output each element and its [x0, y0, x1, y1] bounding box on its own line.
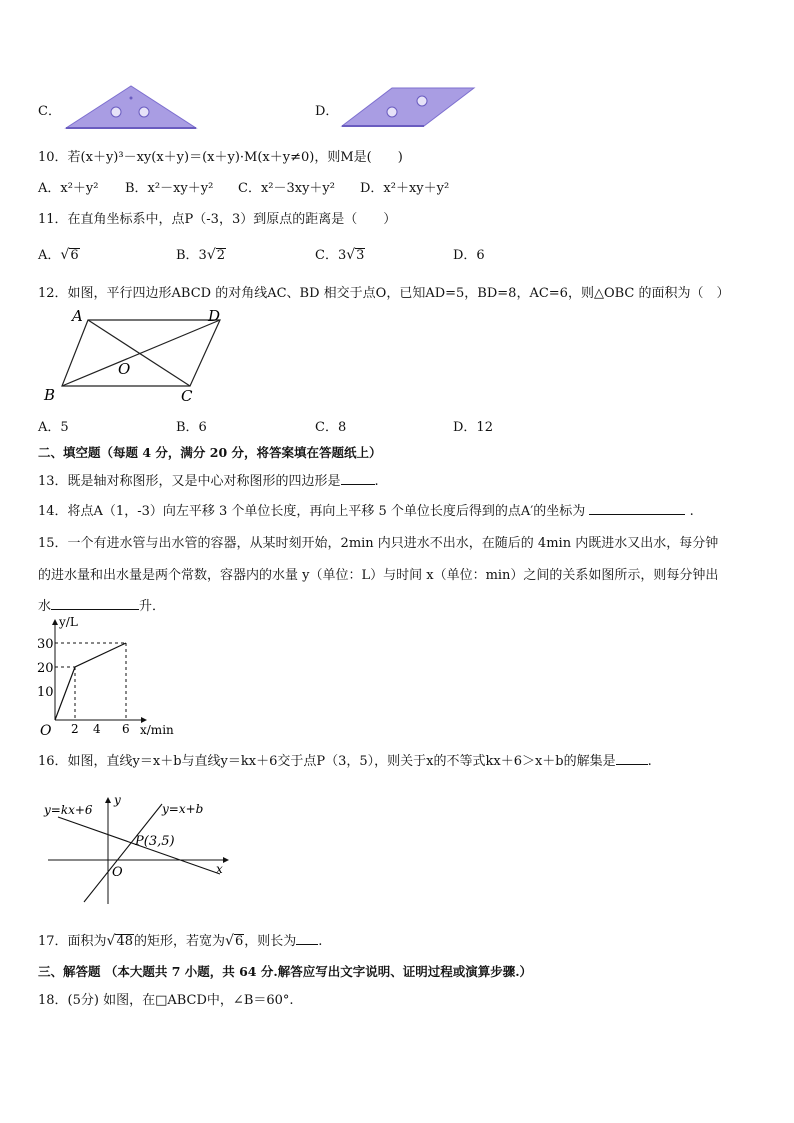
q12-parallelogram-figure [36, 302, 236, 404]
q10-option-b: B．x²－xy＋y² [125, 181, 214, 196]
q15-line-3-end: 升． [139, 599, 166, 614]
q17-radicand-6: 6 [234, 934, 244, 949]
q15-volume-line [55, 643, 126, 720]
q11-option-d: D．6 [453, 248, 485, 263]
q11-option-c: C．3√3 [315, 247, 365, 263]
q15-y-tick-20: 20 [37, 661, 54, 676]
q9-option-c-label: C． [38, 104, 61, 119]
section-2-heading: 二、填空题（每题 4 分，满分 20 分，将答案填在答题纸上） [38, 445, 382, 460]
q10-option-a: A．x²＋y² [38, 181, 99, 196]
q16-line-1-label: y=kx+6 [44, 803, 93, 817]
q15-line-3 [38, 595, 165, 614]
q12-vertex-b: B [44, 386, 56, 404]
q11-option-b-label: B．3 [176, 248, 207, 263]
q17-answer-blank[interactable] [296, 932, 318, 945]
q16-point-p-label: P(3,5) [135, 834, 175, 849]
q9-option-c-triangle-ruler [64, 84, 199, 130]
q16-stem: 16．如图，直线y＝x＋b与直线y＝kx＋6交于点P（3，5），则关于x的不等式kx＋6＞x＋b的解集是 [38, 754, 616, 769]
q12-center-o: O [118, 360, 131, 378]
q10-stem: 10．若(x＋y)³－xy(x＋y)＝(x＋y)·M(x＋y≠0)，则M是( ) [38, 150, 403, 165]
q15-x-axis-label: x/min [140, 723, 174, 737]
q12-option-b: B．6 [176, 420, 207, 435]
q16-lines-graph [40, 790, 240, 908]
q16-x-label: x [216, 862, 223, 876]
q15-answer-blank[interactable] [51, 597, 139, 610]
q12-vertex-d: D [208, 307, 221, 325]
q17-pre: 17．面积为 [38, 934, 107, 949]
q12-vertex-c: C [181, 387, 193, 404]
q15-origin: O [40, 723, 52, 738]
q16-line-2-label: y=x+b [162, 802, 204, 816]
q16-end: . [647, 754, 652, 769]
q11-option-c-radicand: 3 [356, 248, 365, 263]
q17-radicand-48: 48 [116, 934, 134, 949]
q16-line-x-plus-b [84, 804, 162, 902]
q10-option-d: D．x²＋xy＋y² [360, 181, 450, 196]
q15-y-tick-10: 10 [37, 685, 54, 700]
q12-option-d: D．12 [453, 420, 493, 435]
q15-x-tick-2: 2 [71, 722, 79, 736]
q15-x-tick-6: 6 [122, 722, 130, 736]
q9-option-d-parallelogram-ruler [340, 86, 476, 128]
q11-option-a-label: A． [38, 248, 61, 263]
q16-y-label: y [114, 793, 121, 807]
q11-option-a-radicand: 6 [70, 248, 79, 263]
q16-origin: O [112, 865, 123, 880]
q15-y-tick-30: 30 [37, 637, 54, 652]
q17-post: ，则长为 [244, 934, 297, 949]
q15-x-tick-4: 4 [93, 722, 101, 736]
q12-option-a: A．5 [38, 420, 69, 435]
q17-mid: 的矩形，若宽为 [134, 934, 226, 949]
q14-answer-blank[interactable] [589, 502, 685, 515]
q11-option-a: A．√6 [38, 247, 79, 263]
q11-option-b-radicand: 2 [216, 248, 226, 263]
q14-stem: 14．将点A（1，-3）向左平移 3 个单位长度，再向上平移 5 个单位长度后得到的点A′的坐标为 [38, 504, 586, 519]
q15-line-2: 的进水量和出水量是两个常数，容器内的水量 y（单位：L）与时间 x（单位：min）之间的关系如图所示，则每分钟出 [38, 568, 719, 583]
q15-water-volume-graph [34, 614, 184, 738]
section-3-heading: 三、解答题 （本大题共 7 小题，共 64 分.解答应写出文字说明、证明过程或演算步骤.） [38, 964, 533, 979]
q10-option-c: C．x²－3xy＋y² [238, 181, 335, 196]
q9-option-d-label: D． [315, 104, 339, 119]
q18-stem: 18．(5分) 如图，在□ABCD中，∠B＝60°. [38, 993, 294, 1008]
q17-end: . [318, 934, 323, 949]
q16-answer-blank[interactable] [616, 752, 648, 765]
q11-stem: 11．在直角坐标系中，点P（-3，3）到原点的距离是（ ） [38, 212, 397, 227]
q13-stem: 13．既是轴对称图形，又是中心对称图形的四边形是 [38, 474, 341, 489]
q11-option-c-label: C．3 [315, 248, 347, 263]
q12-vertex-a: A [72, 307, 83, 325]
q12-option-c: C．8 [315, 420, 347, 435]
q15-line-3-start: 水 [38, 599, 52, 614]
q11-option-b: B．3√2 [176, 247, 226, 263]
q13 [38, 470, 379, 489]
q15-line-1: 15．一个有进水管与出水管的容器，从某时刻开始，2min 内只进水不出水，在随后的 4min 内既进水又出水，每分钟 [38, 536, 719, 551]
q17: 17．面积为√48的矩形，若宽为√6，则长为 . [38, 933, 323, 949]
q15-y-axis-label: y/L [59, 615, 78, 629]
q12-stem: 12．如图，平行四边形ABCD 的对角线AC、BD 相交于点O，已知AD=5，BD=8，AC=6，则△OBC 的面积为（ ） [38, 286, 730, 301]
q14 [38, 500, 694, 519]
q13-answer-blank[interactable] [341, 472, 375, 485]
q13-end: . [374, 474, 379, 489]
q16 [38, 750, 652, 769]
q14-end: . [689, 504, 694, 519]
